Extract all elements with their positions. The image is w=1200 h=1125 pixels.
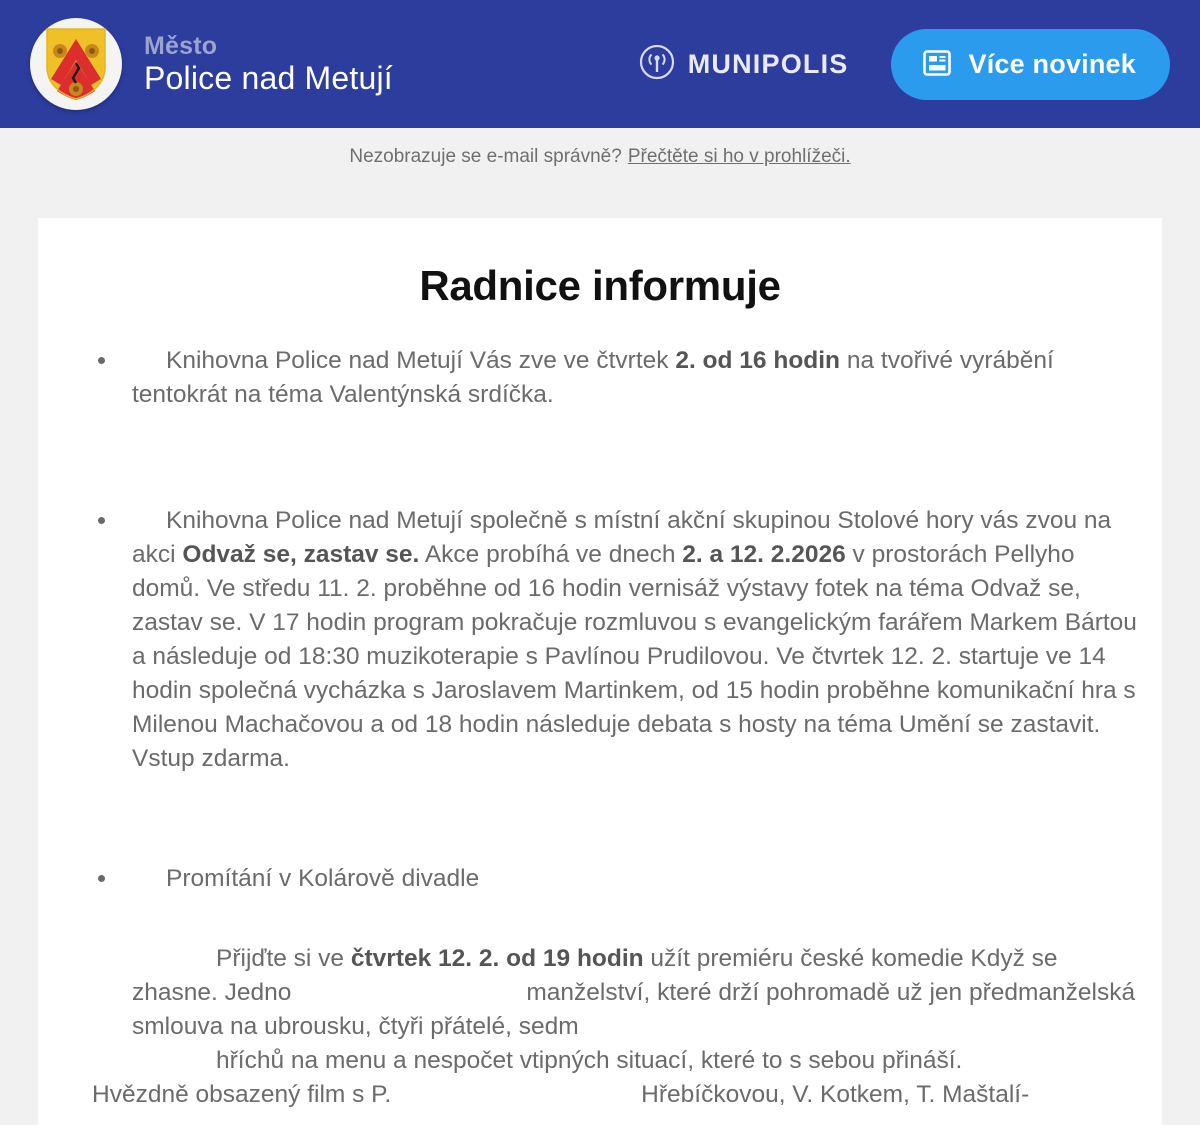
email-header [0, 0, 1200, 128]
item2-seg4-bold: 2. a 12. 2.2026 [682, 541, 846, 568]
bullet-icon [98, 357, 105, 364]
item1-text-b: na tvořivé vyrábění tentokrát na téma Valentýnská srdíčka. [132, 347, 1054, 408]
newsletter-body [38, 344, 1162, 1112]
bullet-icon [98, 517, 105, 524]
item3-seg4: manželství, které drží pohromadě už jen předmanželská smlouva na ubrousku, čtyři přátelé, sedm [132, 979, 1136, 1040]
bullet-icon [98, 875, 105, 882]
munipolis-logo [639, 44, 849, 85]
item3-para-line-group-3 [92, 1078, 1140, 1112]
item2-seg3: Akce probíhá ve dnech [419, 541, 683, 568]
item3-seg2-bold: čtvrtek 12. 2. od 19 hodin [350, 945, 644, 972]
item3-seg1: Přijďte si ve [216, 945, 351, 972]
page-title: Radnice informuje [419, 262, 781, 309]
email-body-card [38, 218, 1162, 1125]
item1-text-a: Knihovna Police nad Metují Vás zve ve čtvrtek [166, 347, 676, 374]
brand-text [144, 33, 393, 96]
item1-text-bold: 2. od 16 hodin [675, 347, 841, 374]
brand-prefix: Město [144, 31, 218, 60]
munipolis-wordmark: MUNIPOLIS [687, 48, 849, 79]
spacer-1 [92, 412, 1140, 504]
brand-city-name: Police nad Metují [144, 59, 393, 96]
spacer-2 [92, 776, 1140, 862]
more-news-button[interactable] [891, 29, 1170, 100]
news-item-odvaz-se-zastav-se [92, 504, 1140, 776]
news-item-promitani-paragraph [92, 942, 1140, 1112]
header-right-group [639, 29, 1170, 100]
item3-seg7: Hřebíčkovou, V. Kotkem, T. Maštalí- [641, 1081, 1030, 1108]
item3-seg6: Hvězdně obsazený film s P. [92, 1081, 392, 1108]
item3-para-line-group-2 [132, 1044, 1140, 1078]
item3-seg5: hříchů na menu a nespočet vtipných situací, které to s sebou přináší. [216, 1047, 963, 1074]
browser-view-notice [0, 128, 1200, 186]
item2-seg2-bold: Odvaž se, zastav se. [182, 541, 420, 568]
coat-of-arms-icon [30, 18, 122, 110]
item2-seg5: v prostorách Pellyho domů. Ve středu 11. 2. proběhne od 16 hodin vernisáž výstavy fotek na téma Odvaž se, zastav se. V 17 hodin program pokračuje rozmluvou s evangelickým farářem Markem Bártou a následuje od 18:30 muzikoterapie s Pavlínou Prudilovou. Ve čtvrtek 12. 2. startuje ve 14 hodin společná vycházka s Jaroslavem Martinkem, od 15 hodin proběhne komunikační hra s Milenou Machačovou a od 18 hodin následuje debata s hosty na téma Umění se zastavit. Vstup zdarma. [132, 541, 1137, 772]
spacer-3 [92, 896, 1140, 942]
broadcast-icon [639, 44, 675, 85]
brand-block [30, 18, 393, 110]
more-news-label: Více novinek [968, 48, 1136, 79]
news-item-promitani-heading [92, 862, 1140, 896]
item2-seg1: Knihovna Police nad Metují společně s místní akční skupinou Stolové hory vás zvou na akci [132, 507, 1112, 568]
item3-para-line-group [132, 942, 1140, 1044]
view-in-browser-link[interactable]: Přečtěte si ho v prohlížeči. [627, 146, 851, 167]
item3-heading: Promítání v Kolárově divadle [166, 865, 480, 892]
news-item-library-crafts [92, 344, 1140, 412]
newspaper-icon [921, 47, 953, 82]
notice-text: Nezobrazuje se e-mail správně? [349, 146, 622, 167]
item3-seg3: užít premiéru české komedie Když se zhasne. Jedno [132, 945, 1058, 1006]
